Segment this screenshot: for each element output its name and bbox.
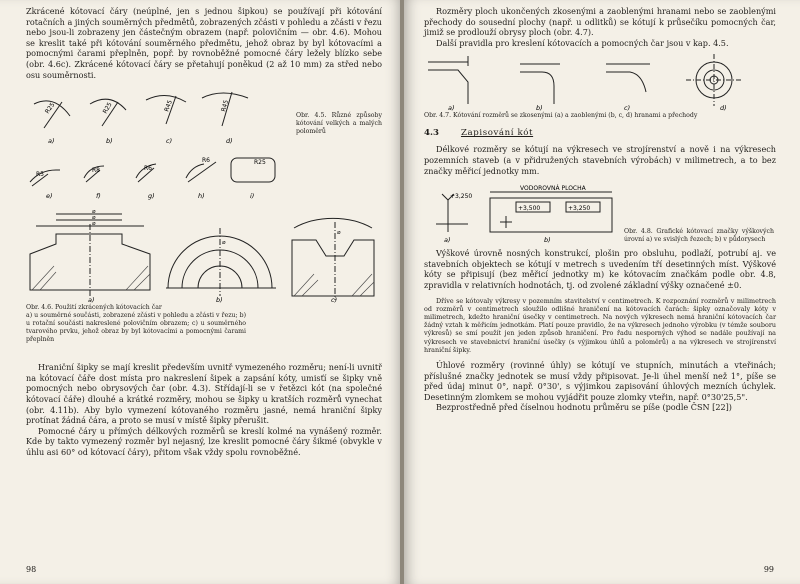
section-number: 4.3 [424, 128, 439, 139]
fig48-caption: Obr. 4.8. Grafické kótovací značky výškových úrovní a) ve svislých řezech; b) v půdorysech [624, 228, 774, 244]
fig46-diameter-1: ⌀ [92, 208, 96, 216]
fig45-sub-i: i) [250, 192, 255, 201]
fig46-diameter-3: ⌀ [92, 220, 96, 228]
fig47-sub-d: d) [720, 104, 727, 113]
fig48-sub-b: b) [544, 236, 551, 245]
fig45-sub-f: f) [96, 192, 101, 201]
fig45-label-f: R8 [92, 167, 100, 175]
fig47-drawing [424, 52, 774, 112]
right-top-paragraph: Rozměry ploch ukončených zkosenými a zaoblenými hranami nebo se zaoblenými přechody do sousední plochy (např. u odlitků) se kótují k průsečíku pomocných čar, jimiž se prodlouží obrysy ploch (obr. 4.7). [424, 6, 776, 38]
fig48-value-c: +3,250 [568, 205, 591, 213]
fig45-caption: Obr. 4.5. Různé způsoby kótování velkých a malých poloměrů [296, 112, 382, 136]
fig45-sub-h: h) [198, 192, 205, 201]
fig48-sub-a: a) [444, 236, 451, 245]
fig45-bottom-row [26, 112, 382, 201]
fig46-sub-b: b) [216, 296, 223, 305]
fig45-sub-g: g) [148, 192, 155, 201]
right-paragraph-delkove: Délkové rozměry se kótují na výkresech ve strojírenství a nově i na výkresech pozemních staveb (a v přidružených stavebních výrobách) v milimetrech, a to bez značky měřicí jednotky mm. [424, 144, 776, 176]
fig46-diameter-5: ⌀ [337, 229, 341, 237]
right-paragraph-bezprostredne: Bezprostředně před číselnou hodnotu průměru se píše (podle ČSN [22]) [436, 402, 732, 413]
fig45-bottom-arcs [26, 148, 288, 200]
fig45-sub-b: b) [106, 137, 113, 146]
fig45-sub-d: d) [226, 137, 233, 146]
left-paragraph-hranicni: Hraniční šipky se mají kreslit především uvnitř vymezeného rozměru; není-li uvnitř na kótovací čáře dost místa pro nakreslení šipek a zapsání kóty, umisťí se šipky vně pomocných nebo obrysových čar (obr. 4.3). Střídají-li se v řetězci kót (na společné kótovací čáře) dlouhé a krátké rozměry, mohou se šipky u kratších rozměrů vynechat (obr. 4.11b). Aby bylo vymezení kótovaného rozměru jasné, nemá hraniční šipky protínat žádná čára, a proto se musí v místě šipky přerušit. [26, 362, 382, 426]
fig45-label-g: R6 [144, 165, 152, 173]
left-top-paragraph: Zkrácené kótovací čáry (neúplné, jen s jednou šipkou) se používají při kótování rotačních a jiných souměrných předmětů, zobrazených zčásti v pohledu a zčásti v řezu nebo jsou-li zobrazeny jen částečným obrazem (např. polovičním — obr. 4.6). Mohou se kreslit také při kótování souměrného předmětu, jehož obraz by byl kótovacími a pomocnými čarami přeplněn, popř. by rovnoběžné pomocné čáry ležely blízko sebe (obr. 4.6c). Zkrácené kótovací čáry se přetahují poněkud (2 až 10 mm) za střed nebo osu souměrnosti. [26, 6, 382, 80]
fig48-value-b: +3,500 [518, 205, 541, 213]
section-title: Zapisování kót [460, 128, 534, 139]
section-heading [424, 128, 776, 138]
fig46-diameter-4: ⌀ [222, 239, 226, 247]
fig45-label-a: R25 [43, 101, 57, 116]
fig46-sub-c: c) [331, 296, 338, 305]
fig47-sub-b: b) [536, 104, 543, 113]
fig45-sub-a: a) [48, 137, 55, 146]
fig48-row [424, 182, 776, 244]
fig48-drawing [424, 182, 620, 244]
fig46-sub-a: a) [88, 296, 95, 305]
fig46-caption: Obr. 4.6. Použití zkrácených kótovacích čar [26, 304, 162, 312]
left-page-number: 98 [26, 565, 37, 574]
fig46-diameter-2: ⌀ [92, 214, 96, 222]
right-page-number: 99 [763, 565, 774, 574]
fig47-caption: Obr. 4.7. Kótování rozměrů se zkosenými (a) a zaoblenými (b, c, d) hranami a přechody [424, 112, 698, 120]
fig45-label-h: R6 [202, 157, 210, 165]
fig45-top-arcs [26, 86, 256, 146]
fig45-label-d: R45 [220, 99, 230, 113]
fig45-label-i: R25 [254, 159, 266, 167]
fig45-label-c: R45 [163, 99, 174, 113]
fig47-sub-a: a) [448, 104, 455, 113]
right-paragraph-drive: Dříve se kótovaly výkresy v pozemním stavitelství v centimetrech. K rozpoznání rozměrů v milimetrech od rozměrů v centimetrech sloužilo odlišné hraničení na kótovacích čarách: šipky označovaly kóty v milimetrech, kdežto hraniční úsečky v centimetrech. Na nových výkresech nemá hraniční kótovacích čar žádný vztah k měřicím jednotkám. Platí pouze pravidlo, že na výkresech jednoho výrobku (v témže souboru výkresů) se smí použít jen jeden způsob hraničení. Pro řadu nesporných výhod se nadále používají na výkresech ve stavebnictví hraniční úsečky (s výjimkou úhlů a poloměrů) a na výkresech ve strojírenství hraniční šipky. [424, 296, 776, 354]
left-paragraph-pomocne: Pomocné čáry u přímých délkových rozměrů se kreslí kolmé na vynášený rozměr. Kde by takto vymezený rozměr byl nejasný, lze kreslit pomocné čáry šikmé (obvykle v úhlu asi 60° od kótovací čáry), přitom však vždy spolu rovnoběžné. [26, 425, 382, 457]
right-page [404, 0, 800, 584]
fig45-label-e: R5 [36, 171, 44, 179]
right-paragraph-uhlove: Úhlové rozměry (rovinné úhly) se kótují ve stupních, minutách a vteřinách; příslušné značky jednotek se musí vždy připisovat. Je-li úhel menší než 1°, píše se před údaj minut 0°, např. 0°30', s výjimkou zapisování úhlových mezních úchylek. Desetinným zlomkem se mohou vyjádřit pouze zlomky vteřin, např. 0°30'25,5". [424, 359, 776, 402]
fig45-label-b: R25 [101, 101, 114, 116]
fig45-sub-e: e) [46, 192, 53, 201]
right-paragraph-vyskove: Výškové úrovně nosných konstrukcí, plošin pro obsluhu, podlaží, potrubí aj. ve stavebních objektech se kótují v metrech s uvedením tří desetinných míst. Výškové kóty se připisují (bez měřicí jednotky m) ke kótovacím značkám podle obr. 4.8, zpravidla v relativních hodnotách, tj. od zvolené základní výšky označené ±0. [424, 248, 776, 290]
fig46-drawing [26, 204, 376, 304]
fig48-value-a: +3,250 [450, 193, 473, 201]
right-paragraph-dalsi: Další pravidla pro kreslení kótovacích a pomocných čar jsou v kap. 4.5. [436, 37, 729, 48]
fig46-caption-detail: a) u souměrné součásti, zobrazené zčásti v pohledu a zčásti v řezu; b) u rotační součásti nakreslené polovičním obrazem; c) u souměrného tvarového prvku, jehož obraz by byl kótovacími a pomocnými čarami přeplněn [26, 312, 246, 344]
fig47-sub-c: c) [624, 104, 631, 113]
fig45-top-row [26, 86, 256, 146]
fig45-sub-c: c) [166, 137, 173, 146]
fig48-top-label: VODOROVNÁ PLOCHA [520, 185, 586, 193]
